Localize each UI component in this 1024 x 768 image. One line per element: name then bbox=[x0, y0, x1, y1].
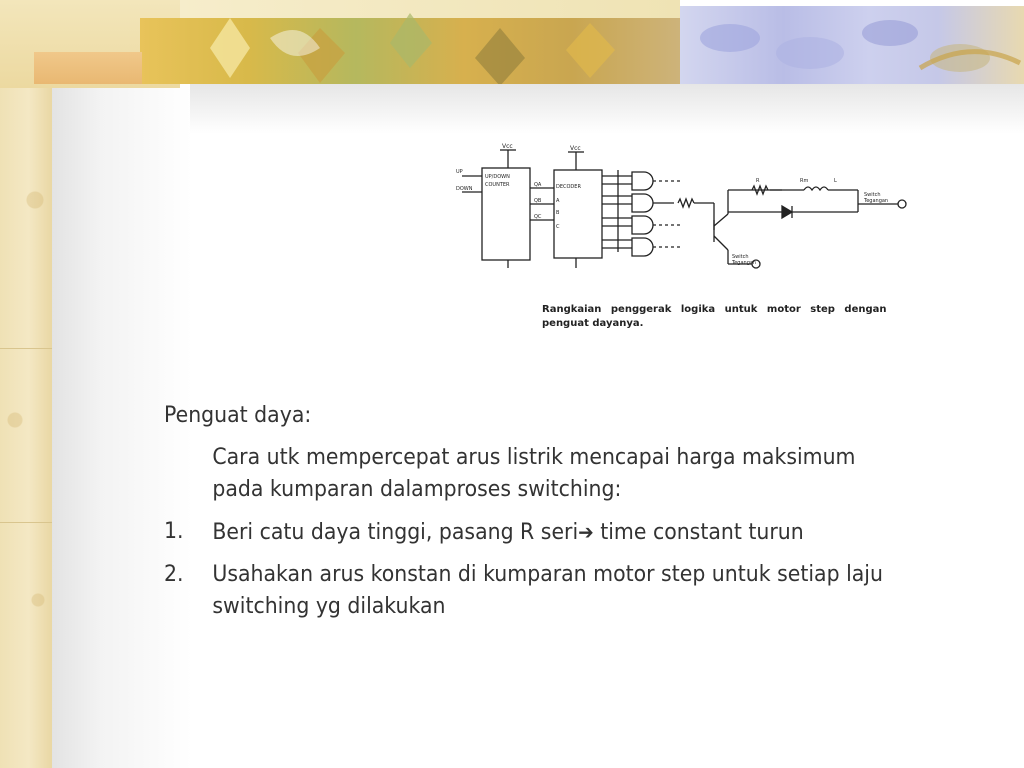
list-text: Usahakan arus konstan di kumparan motor step untuk setiap laju switching yg dilakukan bbox=[212, 562, 883, 619]
input-up-label: UP bbox=[456, 169, 463, 175]
list-text: time constant turun bbox=[593, 520, 804, 545]
pin-b-label: B bbox=[556, 210, 560, 216]
qa-label: QA bbox=[534, 182, 542, 188]
and-gate-4 bbox=[632, 238, 653, 256]
left-parchment-strip bbox=[0, 0, 52, 768]
left-shadow bbox=[52, 0, 192, 768]
switch-label: Switch bbox=[864, 192, 881, 198]
band-orange-strip bbox=[34, 52, 142, 84]
section-heading: Penguat daya: bbox=[164, 403, 312, 428]
list-text: Beri catu daya tinggi, pasang R seri bbox=[212, 520, 579, 545]
rm-label: Rm bbox=[800, 178, 809, 184]
qb-label: QB bbox=[534, 198, 542, 204]
switch-label: Tegangan bbox=[732, 260, 757, 266]
strip-seam bbox=[0, 522, 52, 523]
right-arrow-icon: ➔ bbox=[578, 520, 594, 544]
and-gate-2 bbox=[632, 194, 653, 212]
intro-paragraph: Cara utk mempercepat arus listrik mencapai harga maksimum pada kumparan dalamproses switching: bbox=[212, 445, 856, 502]
list-item bbox=[164, 516, 908, 549]
slide-body bbox=[164, 400, 908, 623]
qc-label: QC bbox=[534, 214, 542, 220]
and-gate-1 bbox=[632, 172, 653, 190]
list-number: 2. bbox=[164, 562, 184, 587]
switch-label: Switch bbox=[732, 254, 749, 260]
stepper-motor-driver-circuit-diagram bbox=[452, 140, 920, 340]
resistor-label: R bbox=[756, 178, 760, 184]
strip-seam bbox=[0, 348, 52, 349]
diagram-caption: penguat dayanya. bbox=[542, 318, 644, 329]
counter-title: COUNTER bbox=[485, 182, 510, 188]
band-shadow bbox=[190, 84, 1024, 134]
decoder-title: DECODER bbox=[556, 184, 581, 190]
vcc-label: Vcc bbox=[570, 145, 581, 152]
vcc-label: Vcc bbox=[502, 143, 513, 150]
pin-a-label: A bbox=[556, 198, 560, 204]
switch-label: Tegangan bbox=[864, 198, 889, 204]
top-decorative-band bbox=[0, 0, 1024, 88]
inductor-label: L bbox=[834, 178, 837, 184]
leaf-pattern-icon bbox=[170, 8, 690, 88]
input-down-label: DOWN bbox=[456, 186, 473, 192]
and-gate-3 bbox=[632, 216, 653, 234]
counter-title: UP/DOWN bbox=[485, 174, 510, 180]
pin-c-label: C bbox=[556, 224, 560, 230]
diagram-caption: Rangkaian penggerak logika untuk motor step dengan bbox=[542, 304, 887, 315]
list-number: 1. bbox=[164, 519, 184, 544]
blue-leaf-pattern-icon bbox=[690, 8, 1024, 84]
list-item bbox=[164, 559, 908, 623]
